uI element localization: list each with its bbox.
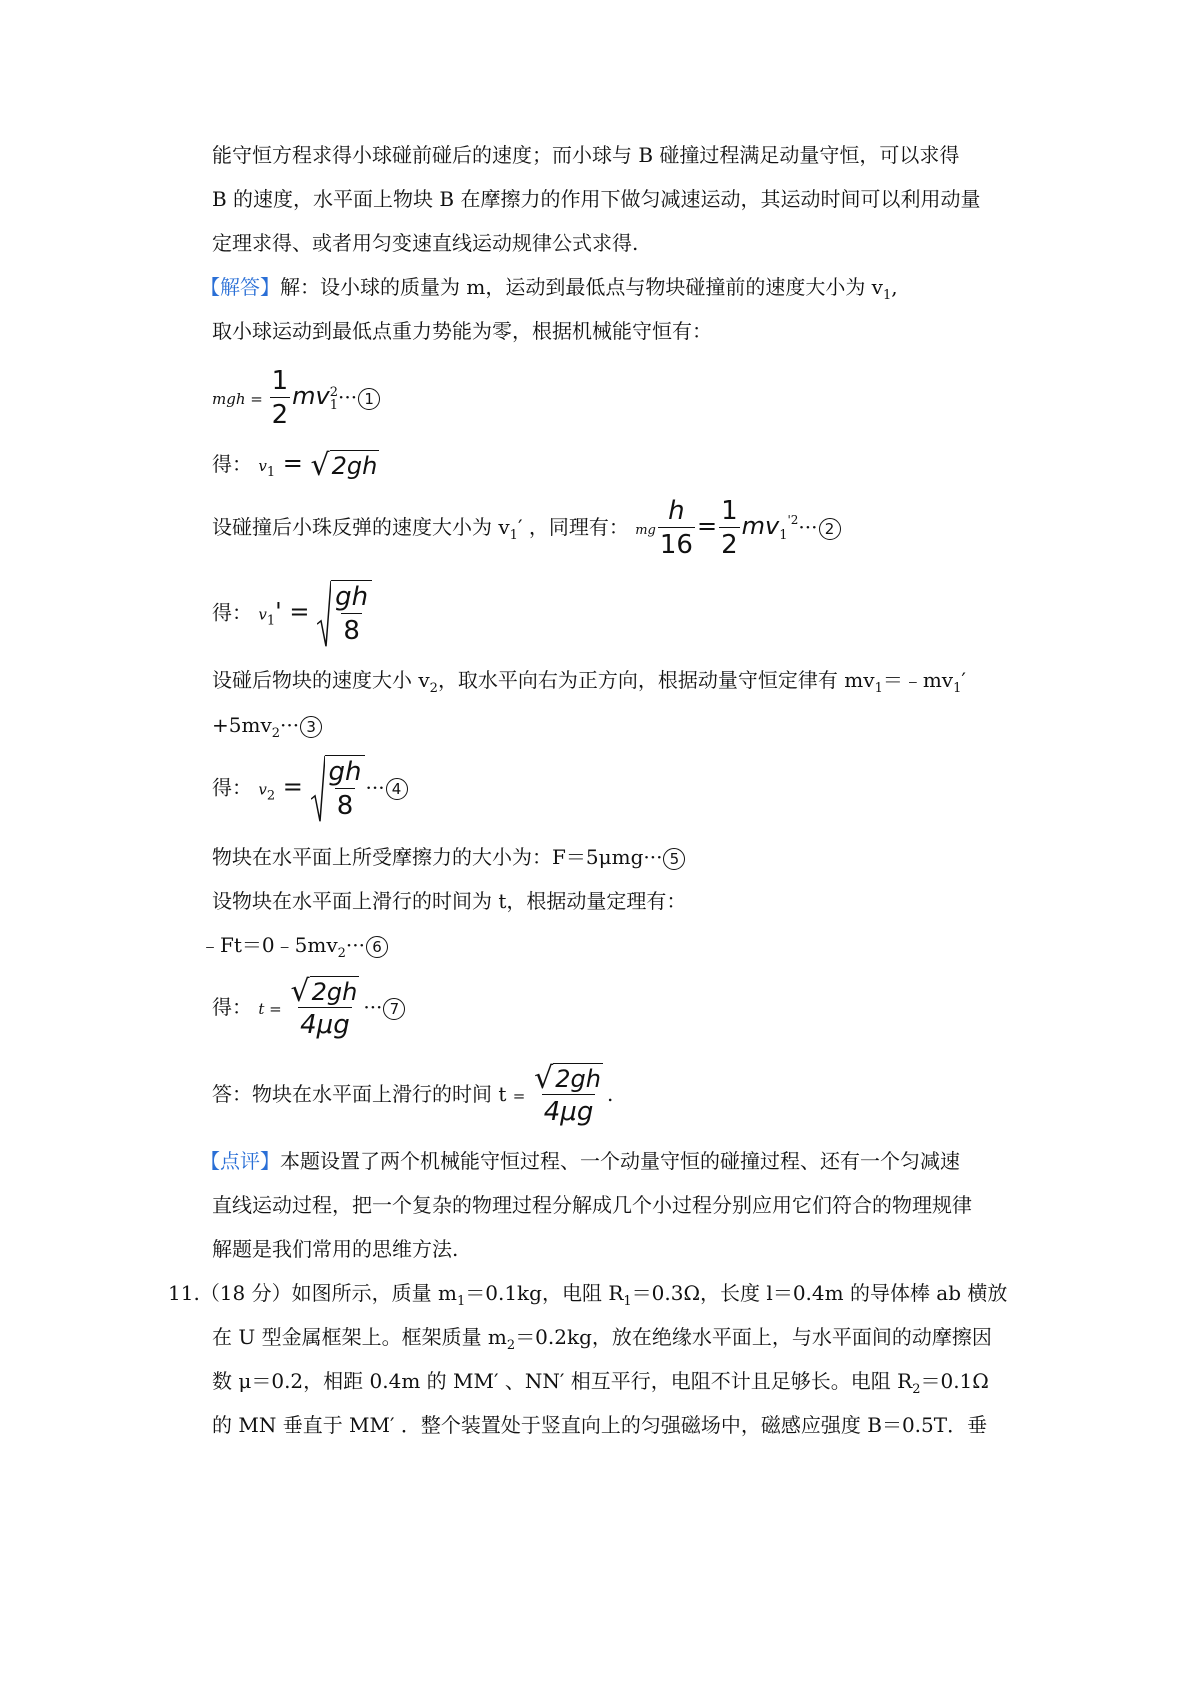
eq3-fraction-half: $\frac{1}{2}$ bbox=[721, 496, 738, 560]
eq7-fraction: √ 2gh 4μg bbox=[290, 974, 358, 1040]
problem-11-line-3: 数 μ＝0.2，相距 0.4m 的 MM′ 、NN′ 相互平行，电阻不计且足够长。电阻 $R_2=0.1\Omega$ bbox=[212, 1369, 989, 1397]
equation-5: 得： $v_2$ = $\frac{gh}{8}$ ··· 4 bbox=[212, 755, 408, 823]
analysis-line-3: 定理求得、或者用匀变速直线运动规律公式求得. bbox=[212, 231, 639, 255]
problem-number: 11. bbox=[168, 1281, 200, 1305]
problem-11-line-4: 的 MN 垂直于 MM′ ．整个装置处于竖直向上的匀强磁场中，磁感应强度 B＝0.5T．垂 bbox=[212, 1413, 988, 1437]
equation-7: 得： t = √ 2gh 4μg ··· 7 bbox=[212, 975, 405, 1042]
comment-line-1: 【点评】本题设置了两个机械能守恒过程、一个动量守恒的碰撞过程、还有一个匀减速 bbox=[200, 1149, 960, 1173]
equation-2: 得： $v_1$ = √ 2gh bbox=[212, 448, 378, 483]
rebound-line: 设碰撞后小珠反弹的速度大小为 $v_1'$ ，同理有： mg $\frac{h}{16}$ = $\frac{1}{2}$ $mv_1^{'2}\cdot\cdot\cdot 2$ bbox=[212, 495, 841, 562]
sqrt-2gh: √ 2gh bbox=[310, 448, 378, 483]
analysis-line-2: B 的速度，水平面上物块 B 在摩擦力的作用下做匀减速运动，其运动时间可以利用动量 bbox=[212, 187, 981, 211]
answer-fraction: √ 2gh 4μg bbox=[534, 1061, 601, 1127]
solution-tag: 【解答】 bbox=[200, 275, 280, 299]
eq1-fraction: $\frac{1}{2}$ bbox=[271, 366, 289, 430]
comment-tag: 【点评】 bbox=[200, 1149, 280, 1173]
solution-intro: 【解答】解：设小球的质量为 m，运动到最低点与物块碰撞前的速度大小为 $v_1$, bbox=[200, 275, 898, 303]
circled-number-4: 4 bbox=[386, 778, 408, 800]
problem-11-line-2: 在 U 型金属框架上。框架质量 $m_2=0.2kg$，放在绝缘水平面上，与水平面间的动摩擦因 bbox=[212, 1325, 992, 1353]
comment-line-3: 解题是我们常用的思维方法. bbox=[212, 1237, 459, 1261]
momentum-line-1: 设碰后物块的速度大小 $v_2$，取水平向右为正方向，根据动量守恒定律有 $mv_1=﹣mv_1'$ bbox=[212, 668, 966, 696]
equation-1: mgh = $\frac{1}{2}$ mv 2 1 ··· 1 bbox=[212, 365, 380, 432]
circled-number-1: 1 bbox=[358, 388, 380, 410]
circled-number-2: 2 bbox=[819, 518, 841, 540]
solution-line-2: 取小球运动到最低点重力势能为零，根据机械能守恒有： bbox=[212, 319, 712, 343]
equation-4: 得： $v_1'$ = $\frac{gh}{8}$ bbox=[212, 580, 372, 648]
eq3-fraction-h16: $\frac{h}{16}$ bbox=[659, 496, 693, 560]
sqrt-gh-over-8-v2: $\frac{gh}{8}$ bbox=[311, 755, 366, 823]
problem-11-line-1: 11.（18 分）如图所示，质量 $m_1=0.1kg$，电阻 $R_1=0.3\Omega$，长度 l＝0.4m 的导体棒 ab 横放 bbox=[168, 1281, 1008, 1309]
comment-line-2: 直线运动过程，把一个复杂的物理过程分解成几个小过程分别应用它们符合的物理规律 bbox=[212, 1193, 972, 1217]
circled-number-5: 5 bbox=[663, 848, 685, 870]
equation-6: $﹣Ft=0﹣5mv_2\cdot\cdot\cdot 6$ bbox=[200, 930, 388, 969]
time-line: 设物块在水平面上滑行的时间为 t，根据动量定理有： bbox=[212, 889, 687, 913]
friction-line: 物块在水平面上所受摩擦力的大小为：F＝5μmg··· 5 bbox=[212, 842, 685, 872]
analysis-line-1: 能守恒方程求得小球碰前碰后的速度；而小球与 B 碰撞过程满足动量守恒，可以求得 bbox=[212, 143, 960, 167]
circled-number-7: 7 bbox=[383, 998, 405, 1020]
circled-number-6: 6 bbox=[366, 936, 388, 958]
circled-number-3: 3 bbox=[300, 716, 322, 738]
answer-line: 答：物块在水平面上滑行的时间 t = √ 2gh 4μg . bbox=[212, 1061, 614, 1127]
sqrt-gh-over-8: $\frac{gh}{8}$ bbox=[317, 580, 372, 648]
momentum-line-2: $+5mv_2\cdot\cdot\cdot 3$ bbox=[212, 710, 322, 749]
